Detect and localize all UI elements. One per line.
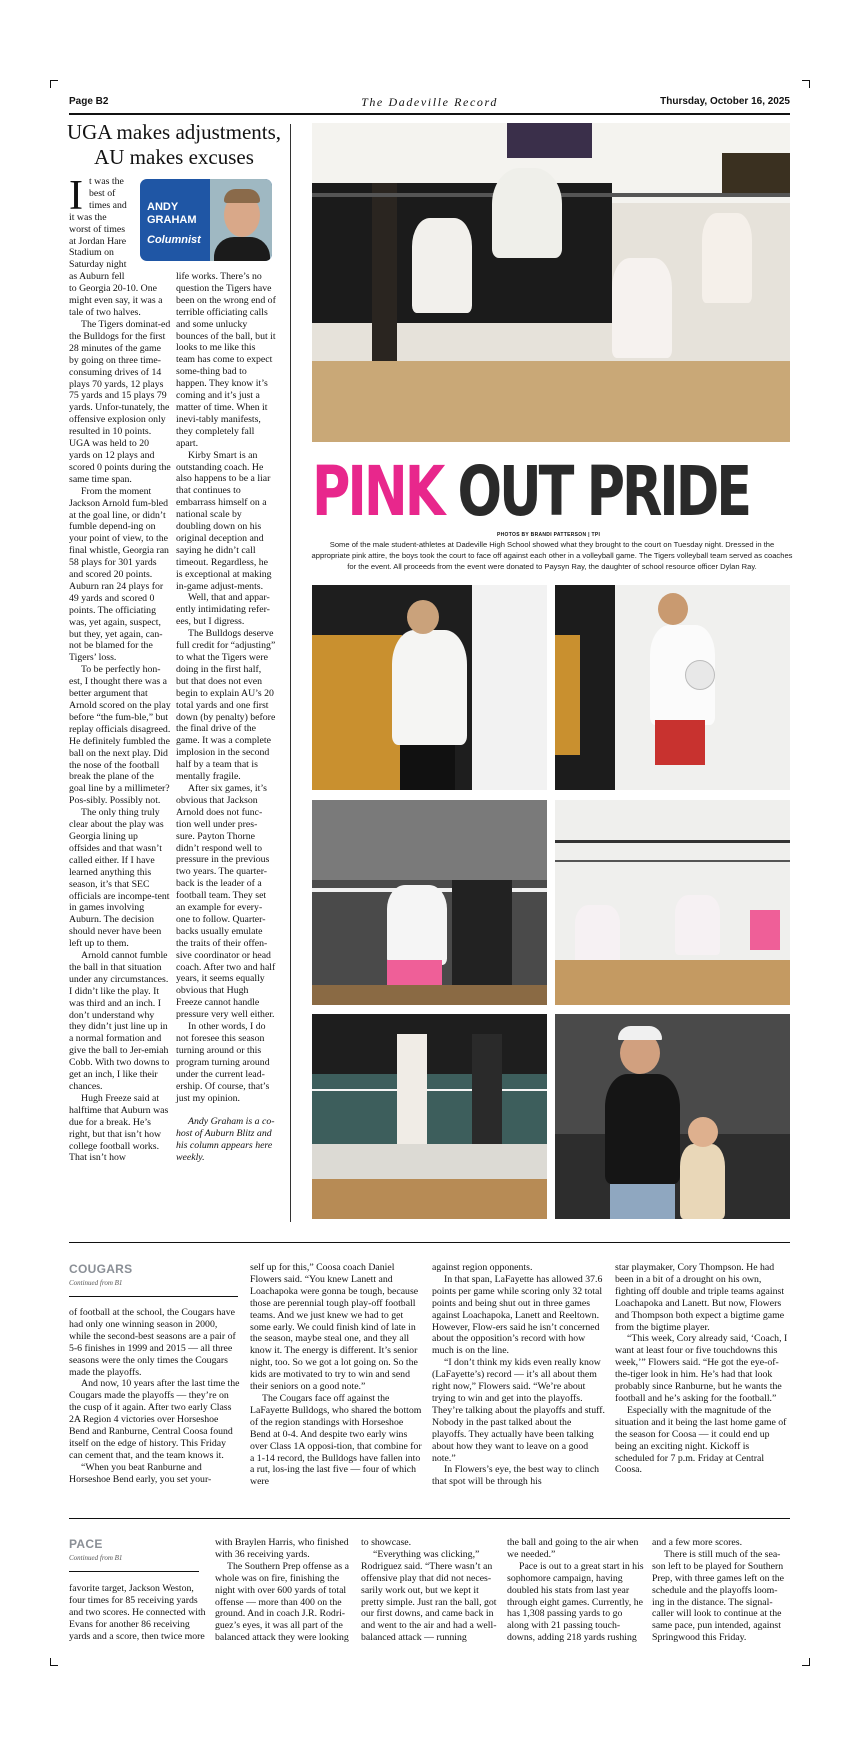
paragraph: “When you beat Ranburne and Horseshoe Bend early, you set your- bbox=[69, 1461, 212, 1485]
paragraph: Arnold cannot fumble the ball in that situation under any circumstances. I didn’t like the play. It was third and an inch. I don’t understand why they didn’t just line up in a normal formation and give the ball to Jer-emiah Cobb. With two downs to get an inch, I like their chances. bbox=[69, 950, 170, 1092]
paragraph: In that span, LaFayette has allowed 37.6 points per game while scoring only 32 total points and being shut out in three games against Loachapoka, Lanett and Reeltown. However, Flow-ers said he isn’t concerned about the opposition’s record with how much is on the line. bbox=[432, 1273, 603, 1357]
column-divider bbox=[290, 124, 291, 1222]
paragraph: with Braylen Harris, who finished with 36 receiving yards. bbox=[215, 1537, 349, 1560]
photo-player-pink-out-shirt bbox=[312, 585, 547, 790]
crop-mark-bottom-right bbox=[802, 1658, 810, 1666]
lead-line: Stadium on bbox=[69, 247, 114, 259]
cougars-col1 bbox=[69, 1307, 241, 1486]
feature-title: PINK OUT PRIDE bbox=[312, 452, 750, 532]
crop-mark-top-left bbox=[50, 80, 58, 88]
lead-line: worst of times bbox=[69, 223, 126, 235]
paragraph: The only thing truly clear about the play was Georgia lining up offsides and that wasn’t called either. If I have learned anything this season, it’s that SEC officials are incompe-tent in games involving Auburn. The decision should never have been left up to them. bbox=[69, 807, 170, 950]
lead-line: might even say, it was a bbox=[69, 295, 163, 307]
paragraph: The Southern Prep offense as a whole was on fire, finishing the night with over 600 yards of total offense — more than 400 on the ground. And in coach J.R. Rodri-guez’s eyes, it was all part of the balanced attack they were looking bbox=[215, 1560, 349, 1644]
crop-mark-top-right bbox=[802, 80, 810, 88]
paragraph: Well, that and appar-ently intimidating refer-ees, but I digress. bbox=[176, 592, 270, 628]
paragraph: From the moment Jackson Arnold fum-bled at the goal line, or didn’t fumble depend-ing on your point of view, to the final whistle, Georgia ran 58 plays for 301 yards and scored 20 points. Auburn ran 24 plays for 49 yards and scored 0 points. The officiating was, yet again, suspect, but they, yet again, can-not be blamed for the Tigers’ loss. bbox=[69, 485, 169, 664]
lead-line: at Jordan Hare bbox=[69, 235, 127, 247]
photo-credit: PHOTOS BY BRANDI PATTERSON | TPI bbox=[497, 532, 601, 538]
column-lead-lines bbox=[69, 173, 163, 319]
photo-players-spike bbox=[312, 1014, 547, 1219]
photo-cutline: Some of the male student-athletes at Dadeville High School showed what they brought to the court on Tuesday night. Dressed in the appropriate pink attire, the boys took the court to face off against each other in a volleyball game. The Tigers volleyball team served as coaches for the event. All proceeds from the event were donated to Paysyn Ray, the daughter of school resource officer Dylan Ray. bbox=[311, 540, 793, 571]
paragraph: The Tigers dominat-ed the Bulldogs for the first 28 minutes of the game by going on three time-consuming drives of 14 plays 70 yards, 12 plays 75 yards and 15 plays 79 yards. Unfor-tunately, the offensive explosion only resulted in 10 points. UGA was held to 20 yards on 12 plays and scored 0 points during the same time span. bbox=[69, 319, 171, 485]
column-endnote: Andy Graham is a co-host of Auburn Blitz and his column appears here weekly. bbox=[176, 1116, 275, 1164]
paragraph: favorite target, Jackson Weston, four times for 85 receiving yards and two scores. He connected with Evans for another 86 receiving yards and a score, then twice more bbox=[69, 1583, 206, 1642]
paragraph: to showcase. bbox=[361, 1537, 412, 1548]
lead-line: times and bbox=[89, 199, 127, 211]
pace-col3 bbox=[361, 1537, 499, 1644]
cougars-label: COUGARS bbox=[69, 1262, 133, 1276]
paragraph: self up for this,” Coosa coach Daniel Flowers said. “You knew Lanett and Loachapoka were gonna be tough, because those are perennial tough play-off football teams. And we just knew we had to get some early. We could finish kind of late in the season, maybe steal one, and they all know it. The energy is different. It’s senior night, too. So we got a lot going on. So the kids are motivated to try to win and send their seniors on a good note.” bbox=[250, 1262, 419, 1393]
header-rule bbox=[69, 113, 790, 115]
photo-players-numbers bbox=[555, 800, 790, 1005]
paragraph: The Cougars face off against the LaFayette Bulldogs, who shared the bottom of the region standings with Horseshoe Bend at 0-4. And despite two early wins over Class 1A opposi-tion, that combine for a 1-14 record, the Bulldogs have fallen into a rut, los-ing the last five — four of which were bbox=[250, 1392, 422, 1488]
paragraph: And now, 10 years after the last time the Cougars made the playoffs — they’re on the cusp of it again. After two early Class 2A Region 4 victories over Horseshoe Bend and Ranburne, Central Coosa found itself on the edge of history. This Friday can cement that, and the team knows it. bbox=[69, 1378, 240, 1461]
column-col2 bbox=[176, 271, 276, 1221]
paragraph: To be perfectly hon-est, I thought there was a better argument that Arnold scored on the play before “the fum-ble,” but replay officials disagreed. He definitely fumbled the ball on the next play. Did the nose of the football break the plane of the goal line by a millimeter? Pos-sibly. Possibly not. bbox=[69, 664, 171, 807]
pace-col4 bbox=[507, 1537, 645, 1644]
paragraph: life works. There’s no question the Tigers have been on the wrong end of terrible officiating calls and some unlucky bounces of the ball, but it looks to me like this team has come to expect some-thing bad to happen. They know it’s coming and it’s just a matter of time. When it inevi-tably manifests, they completely fall apart. bbox=[176, 271, 276, 449]
paragraph: There is still much of the sea-son left to be played for Southern Prep, with three games left on the schedule and the playoffs loom-ing in the distance. The signal-caller will look to continue at the same pace, pun intended, against Springwood this Friday. bbox=[652, 1548, 784, 1644]
columnist-role: Columnist bbox=[147, 234, 201, 246]
column-col1 bbox=[69, 319, 171, 1219]
cougars-col3 bbox=[432, 1262, 606, 1488]
photo-player-with-ball bbox=[555, 585, 790, 790]
publication-name: The Dadeville Record bbox=[361, 95, 498, 109]
lead-line: as Auburn fell bbox=[69, 271, 125, 283]
pace-col1 bbox=[69, 1583, 207, 1643]
paragraph: and a few more scores. bbox=[652, 1537, 743, 1548]
columnist-headshot bbox=[210, 179, 272, 261]
volleyball-main-photo bbox=[312, 123, 790, 442]
paragraph: “I don’t think my kids even really know (LaFayette’s) record — it’s all about them right now,” Flowers said. “We’re about trying to win and get into the playoffs. They’re talking about the playoffs and stuff. Nobody in the past talked about the playoffs. They actually have been talking about how they want to leave on a good note.” bbox=[432, 1357, 605, 1464]
lead-line: it was the bbox=[69, 211, 107, 223]
pace-col5 bbox=[652, 1537, 790, 1644]
paragraph: Especially with the magnitude of the situation and it being the last home game of the season for Coosa — it could end up being an exciting night. Kickoff is scheduled for 7 p.m. Friday at Central Coosa. bbox=[615, 1404, 787, 1476]
pace-label-rule bbox=[69, 1571, 199, 1572]
pace-continued: Continued from B1 bbox=[69, 1554, 123, 1562]
paragraph: The Bulldogs deserve full credit for “adjusting” to what the Tigers were doing in the first half, but that does not even begin to explain AU’s 20 total yards and one first down (by penalty) before the final drive of the game. It was a complete implosion in the second half by a team that is mentally fragile. bbox=[176, 628, 276, 783]
lead-line: t was the bbox=[89, 176, 124, 187]
cougars-continued: Continued from B1 bbox=[69, 1279, 123, 1287]
paragraph: After six games, it’s obvious that Jackson Arnold does not func-tion well under pres-sure. Payton Thorne didn’t respond well to pressure in the previous two years. The quarter-back is the leader of a football team. They set an example for every-one to follow. Quarter-backs usually emulate the traits of their offen-sive coordinator or head coach. After two and half years, it seems equally obvious that Hugh Freeze cannot handle pressure very well either. bbox=[176, 782, 276, 1021]
paragraph: of football at the school, the Cougars have had only one winning season in 2000, while the second-best seasons are a pair of 5-6 finishes in 1999 and 2015 — all three seasons were the only times the Cougars made the playoffs. bbox=[69, 1307, 236, 1378]
pace-col2 bbox=[215, 1537, 354, 1644]
lead-line: Saturday night bbox=[69, 259, 127, 271]
paragraph: against region opponents. bbox=[432, 1262, 533, 1273]
paragraph: In other words, I do not foresee this season turning around or this program turning around under the current lead-ership. Of course, that’s just my opinion. bbox=[176, 1021, 270, 1104]
pace-label: PACE bbox=[69, 1537, 103, 1551]
paragraph: Pace is out to a great start in his sophomore campaign, having doubled his stats from last year through eight games. Currently, he has 1,308 passing yards to go along with 21 passing touch-downs, adding 218 yards rushing bbox=[507, 1560, 644, 1644]
drop-cap: I bbox=[69, 173, 83, 219]
columnist-name: ANDY GRAHAM bbox=[147, 201, 197, 226]
paragraph: Kirby Smart is an outstanding coach. He also happens to be a liar that continues to embarrass himself on a national scale by doubling down on his original deception and saying he didn’t call timeout. Regardless, he is exceptional at making in-game adjust-ments. bbox=[176, 449, 272, 592]
columnist-box bbox=[140, 179, 272, 261]
lead-line: to Georgia 20-10. One bbox=[69, 283, 157, 295]
paragraph: “This week, Cory already said, ‘Coach, I want at least four or five touchdowns this week,’” Flowers said. “He got the eye-of-the-tiger look in him. He’s had that look probably since Ranburne, but he wants the football and he’s asking for the football.” bbox=[615, 1333, 788, 1404]
photo-players-at-net bbox=[312, 800, 547, 1005]
cougars-label-rule bbox=[69, 1296, 238, 1297]
column-headline: UGA makes adjustments, AU makes excuses bbox=[66, 120, 282, 169]
cougars-col4 bbox=[615, 1262, 790, 1476]
issue-date: Thursday, October 16, 2025 bbox=[660, 96, 790, 107]
paragraph: “Everything was clicking,” Rodriguez said. “There wasn’t an offensive play that did not neces-sarily work out, but we kept it pretty simple. Just ran the ball, got our first downs, and came back in and went to the air and had a well-balanced attack — running bbox=[361, 1548, 497, 1644]
pace-section-rule bbox=[69, 1518, 790, 1519]
cougars-section-rule bbox=[69, 1242, 790, 1243]
crop-mark-bottom-left bbox=[50, 1658, 58, 1666]
paragraph: Hugh Freeze said at halftime that Auburn was due for a break. He’s right, but that isn’t how college football works. That isn’t how bbox=[69, 1092, 169, 1164]
photo-officer-and-daughter bbox=[555, 1014, 790, 1219]
page-number: Page B2 bbox=[69, 96, 109, 107]
page-header bbox=[69, 96, 790, 112]
paragraph: star playmaker, Cory Thompson. He had been in a bit of a drought on his own, fighting off double and triple teams against Loachapoka and Lanett. But now, Flowers and Thompson both expect a bigtime game from the bigtime player. bbox=[615, 1262, 785, 1333]
lead-line: best of bbox=[89, 187, 116, 199]
paragraph: the ball and going to the air when we needed.” bbox=[507, 1537, 639, 1560]
paragraph: In Flowers’s eye, the best way to clinch that spot will be through his bbox=[432, 1464, 600, 1488]
lead-line: tale of two halves. bbox=[69, 306, 141, 318]
cougars-col2 bbox=[250, 1262, 423, 1488]
